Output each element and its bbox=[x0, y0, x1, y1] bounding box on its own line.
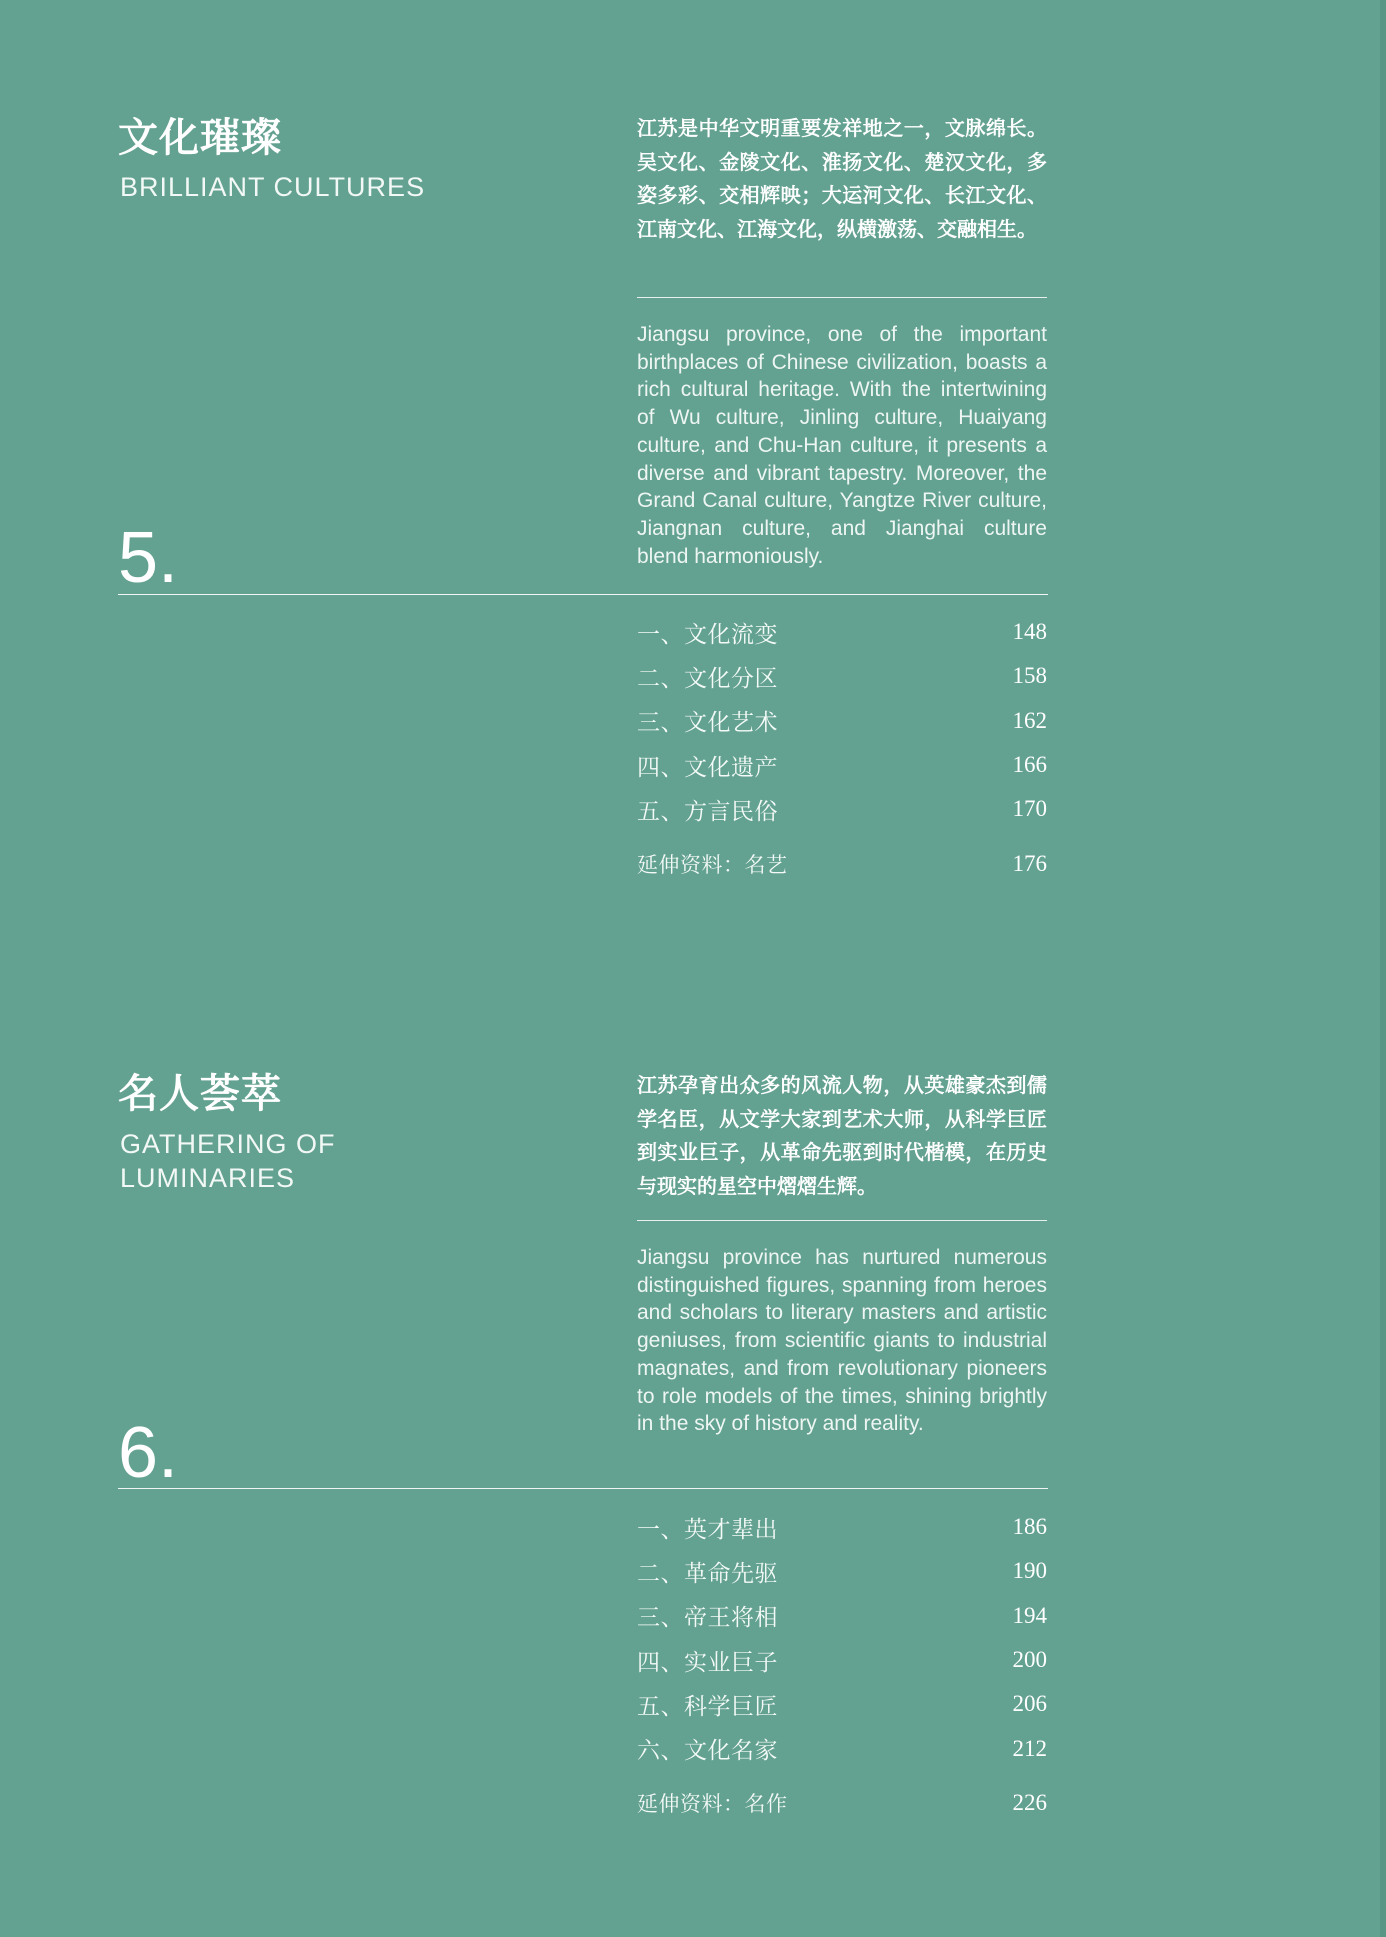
toc-item-label: 六、文化名家 bbox=[637, 1738, 778, 1765]
intro-divider bbox=[637, 1220, 1047, 1221]
toc-item-page: 194 bbox=[1012, 1602, 1047, 1628]
toc-extra-page: 176 bbox=[1012, 850, 1047, 876]
section-number: 5. bbox=[118, 518, 179, 598]
toc-item-label: 一、文化流变 bbox=[637, 621, 778, 648]
section-title-cn: 文化璀璨 bbox=[118, 115, 282, 161]
section-divider bbox=[118, 594, 1048, 595]
section-intro-cn: 江苏是中华文明重要发祥地之一，文脉绵长。吴文化、金陵文化、淮扬文化、楚汉文化，多姿多彩、交相辉映；大运河文化、长江文化、江南文化、江海文化，纵横激荡、交融相生。 bbox=[637, 116, 1047, 241]
toc-list bbox=[637, 610, 1047, 886]
toc-item-label: 三、帝王将相 bbox=[637, 1605, 778, 1632]
toc-item-label: 二、文化分区 bbox=[637, 665, 778, 692]
toc-extra-item[interactable] bbox=[637, 1781, 1047, 1825]
toc-item[interactable] bbox=[637, 1594, 1047, 1638]
toc-item-page: 148 bbox=[1012, 619, 1047, 645]
toc-item-page: 166 bbox=[1012, 752, 1047, 778]
toc-item-page: 162 bbox=[1012, 707, 1047, 733]
toc-item[interactable] bbox=[637, 1505, 1047, 1549]
section-number: 6. bbox=[118, 1413, 179, 1493]
toc-item-label: 三、文化艺术 bbox=[637, 710, 778, 737]
section-intro-en: Jiangsu province, one of the important birthplaces of Chinese civilization, boasts a rich cultural heritage. With the intertwining of Wu culture, Jinling culture, Huaiyang culture, and Chu-Han culture, it presents a diverse and vibrant tapestry. Moreover, the Grand Canal culture, Yangtze River culture, Jiangnan culture, and Jianghai culture blend harmoniously. bbox=[637, 323, 1047, 568]
toc-item-label: 五、方言民俗 bbox=[637, 798, 778, 825]
toc-item-page: 158 bbox=[1012, 663, 1047, 689]
toc-item-label: 四、文化遗产 bbox=[637, 754, 778, 781]
toc-item-label: 四、实业巨子 bbox=[637, 1649, 778, 1676]
page-edge bbox=[1380, 0, 1386, 1937]
toc-list bbox=[637, 1505, 1047, 1825]
toc-item-page: 212 bbox=[1012, 1735, 1047, 1761]
intro-divider bbox=[637, 297, 1047, 298]
toc-extra-page: 226 bbox=[1012, 1789, 1047, 1815]
toc-item-page: 206 bbox=[1012, 1691, 1047, 1717]
toc-item-page: 200 bbox=[1012, 1647, 1047, 1673]
toc-item[interactable] bbox=[637, 610, 1047, 654]
section-intro-cn: 江苏孕育出众多的风流人物，从英雄豪杰到儒学名臣，从文学大家到艺术大师，从科学巨匠到实业巨子，从革命先驱到时代楷模，在历史与现实的星空中熠熠生辉。 bbox=[637, 1073, 1047, 1198]
toc-item-page: 190 bbox=[1012, 1558, 1047, 1584]
toc-item[interactable] bbox=[637, 1682, 1047, 1726]
toc-extra-item[interactable] bbox=[637, 841, 1047, 885]
toc-item[interactable] bbox=[637, 699, 1047, 743]
toc-item-page: 170 bbox=[1012, 796, 1047, 822]
section-title-en: BRILLIANT CULTURES bbox=[120, 172, 426, 202]
toc-item-label: 二、革命先驱 bbox=[637, 1560, 778, 1587]
toc-item[interactable] bbox=[637, 1638, 1047, 1682]
section-title-en: GATHERING OF LUMINARIES bbox=[120, 1129, 336, 1193]
toc-extra-label: 延伸资料：名作 bbox=[637, 1791, 788, 1816]
toc-item[interactable] bbox=[637, 787, 1047, 831]
toc-item[interactable] bbox=[637, 654, 1047, 698]
toc-item[interactable] bbox=[637, 1549, 1047, 1593]
section-divider bbox=[118, 1488, 1048, 1489]
toc-item[interactable] bbox=[637, 743, 1047, 787]
section-intro-en: Jiangsu province has nurtured numerous distinguished figures, spanning from heroes and scholars to literary masters and artistic geniuses, from scientific giants to industrial magnates, and from revolutionary pioneers to role models of the times, shining brightly in the sky of history and reality. bbox=[637, 1246, 1047, 1436]
toc-item[interactable] bbox=[637, 1726, 1047, 1770]
toc-item-label: 五、科学巨匠 bbox=[637, 1693, 778, 1720]
section-title-cn: 名人荟萃 bbox=[118, 1071, 282, 1117]
toc-item-page: 186 bbox=[1012, 1514, 1047, 1540]
toc-item-label: 一、英才辈出 bbox=[637, 1516, 778, 1543]
toc-extra-label: 延伸资料：名艺 bbox=[637, 852, 788, 877]
